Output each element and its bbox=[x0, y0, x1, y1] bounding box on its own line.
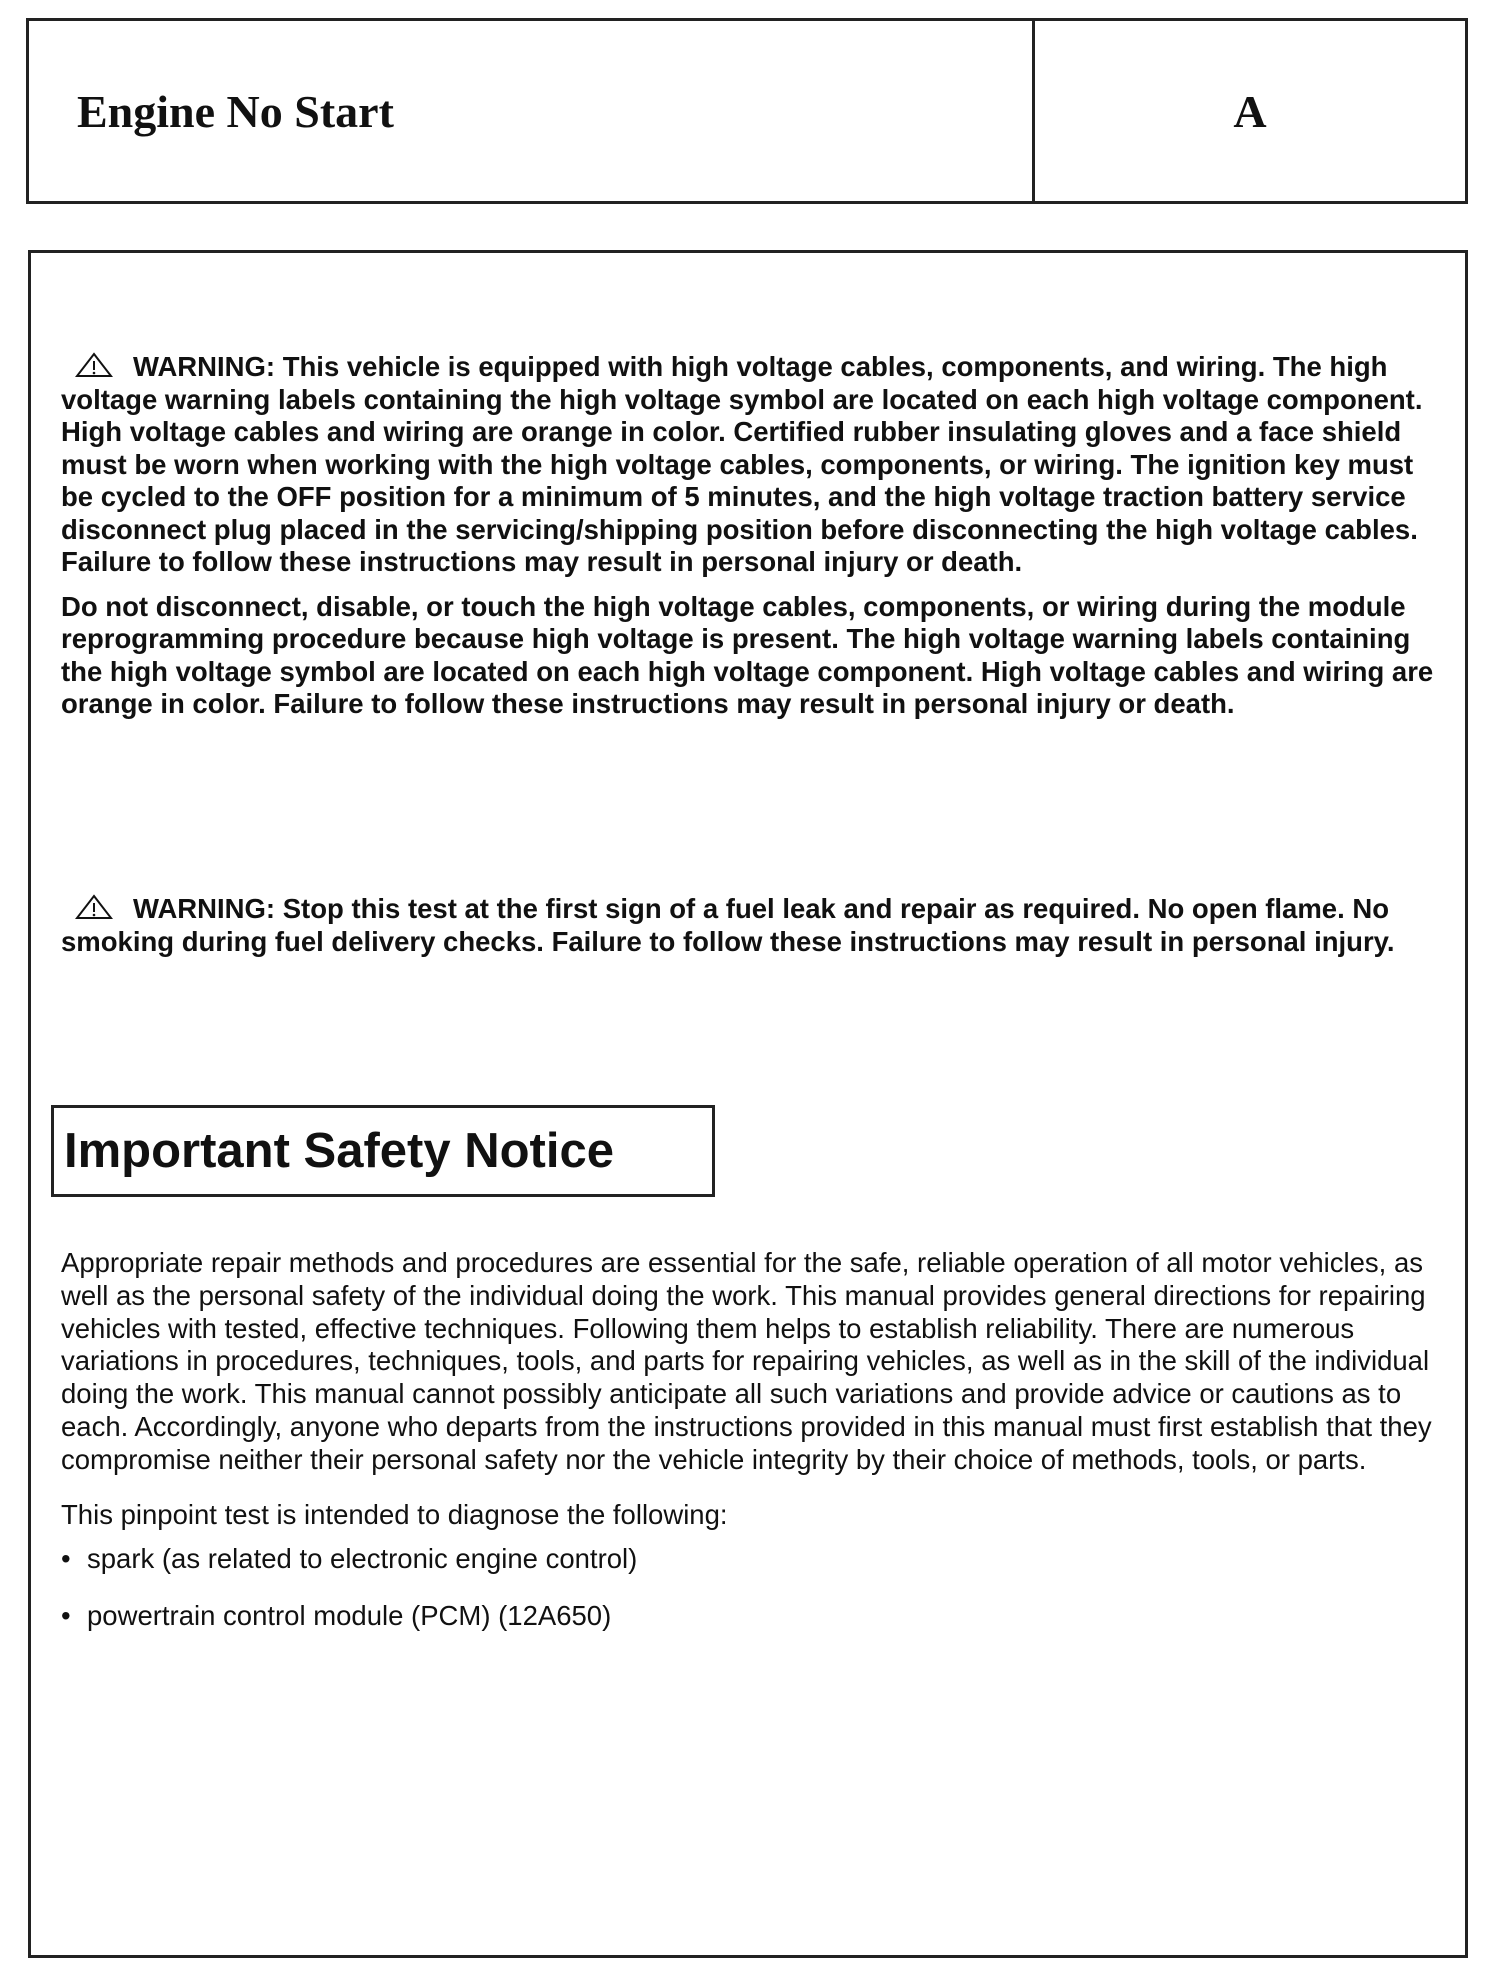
fuel-leak-warning bbox=[61, 893, 1451, 958]
warning-triangle-icon bbox=[75, 894, 113, 920]
page-title: Engine No Start bbox=[77, 85, 394, 137]
list-item: • spark (as related to electronic engine control) bbox=[61, 1543, 1457, 1576]
list-item: • powertrain control module (PCM) (12A650) bbox=[61, 1600, 1457, 1633]
content-frame bbox=[28, 250, 1468, 1958]
safety-notice-paragraph: Appropriate repair methods and procedures are essential for the safe, reliable operation of all motor vehicles, as well as the personal safety of the individual doing the work. This manual provides general directions for repairing vehicles with tested, effective techniques. Following them helps to establish reliability. There are numerous variations in procedures, techniques, tools, and parts for repairing vehicles, as well as in the skill of the individual doing the work. This manual cannot possibly anticipate all such variations and provide advice or cautions as to each. Accordingly, anyone who departs from the instructions provided in this manual must first establish that they compromise neither their personal safety nor the vehicle integrity by their choice of methods, tools, or parts. bbox=[61, 1247, 1432, 1475]
safety-notice-title: Important Safety Notice bbox=[64, 1123, 614, 1178]
diagnosis-list bbox=[61, 1543, 1457, 1633]
warning-paragraph: Do not disconnect, disable, or touch the high voltage cables, components, or wiring during the module reprogramming procedure because high voltage is present. The high voltage warning labels containing the high voltage symbol are located on each high voltage component. High voltage cables and wiring are orange in color. Failure to follow these instructions may result in personal injury or death. bbox=[61, 590, 1434, 719]
page-header bbox=[26, 18, 1468, 204]
warning-paragraph bbox=[61, 351, 1451, 579]
warning-triangle-icon bbox=[75, 352, 113, 378]
section-code: A bbox=[1233, 85, 1267, 137]
header-title-cell bbox=[29, 21, 1035, 201]
warning-text: WARNING: Stop this test at the first sign of a fuel leak and repair as required. No open flame. No smoking during fuel delivery checks. Failure to follow these instructions may result in personal injury. bbox=[61, 893, 1395, 957]
pinpoint-test-intro: This pinpoint test is intended to diagnose the following: bbox=[61, 1498, 728, 1530]
safety-notice-body bbox=[61, 1247, 1457, 1633]
warning-text: WARNING: This vehicle is equipped with high voltage cables, components, and wiring. The high voltage warning labels containing the high voltage symbol are located on each high voltage component. High voltage cables and wiring are orange in color. Certified rubber insulating gloves and a face shield must be worn when working with the high voltage cables, components, or wiring. The ignition key must be cycled to the OFF position for a minimum of 5 minutes, and the high voltage traction battery service disconnect plug placed in the servicing/shipping position before disconnecting the high voltage cables. Failure to follow these instructions may result in personal injury or death. bbox=[61, 351, 1423, 577]
high-voltage-warning bbox=[61, 351, 1451, 721]
warning-paragraph bbox=[61, 893, 1451, 958]
header-code-cell bbox=[1035, 21, 1465, 201]
safety-notice-heading-box bbox=[51, 1105, 715, 1197]
